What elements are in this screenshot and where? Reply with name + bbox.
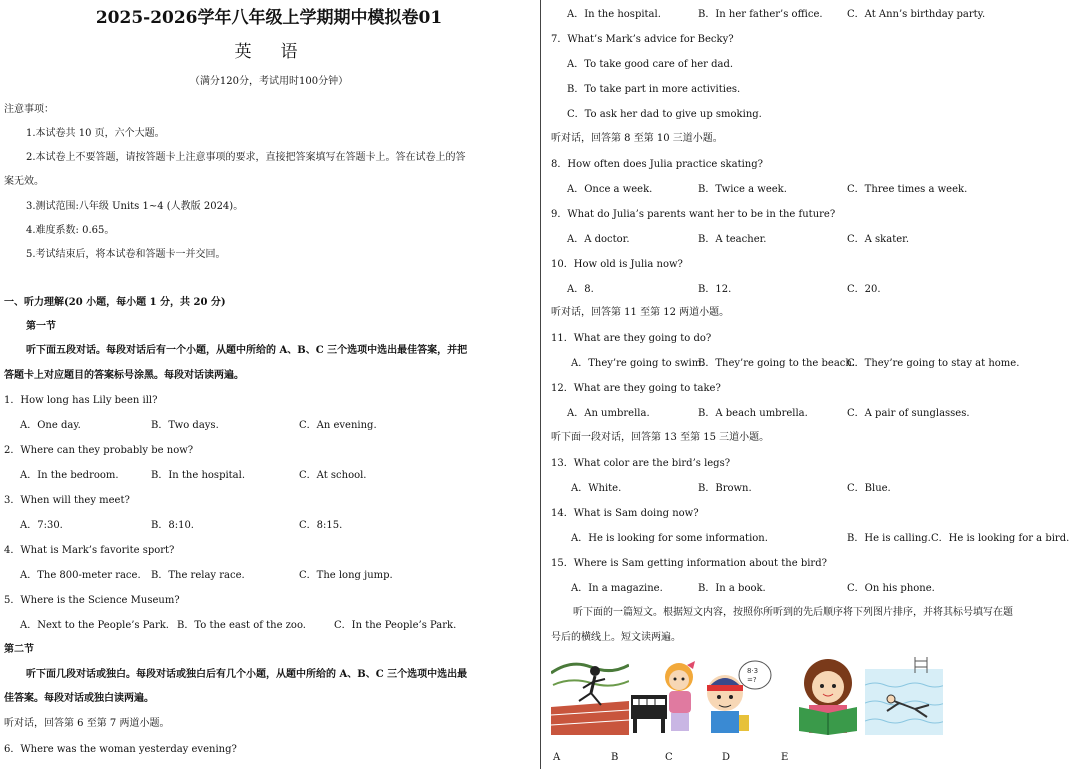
reading-girl-picture bbox=[789, 655, 867, 735]
question-stem: 10．How old is Julia now? bbox=[551, 259, 683, 270]
question-stem: 7．What’s Mark’s advice for Becky? bbox=[551, 34, 734, 45]
option-c: C．They’re going to stay at home. bbox=[847, 358, 1020, 369]
option-a: A．The 800-meter race. bbox=[20, 570, 141, 581]
option-b: B．The relay race. bbox=[151, 570, 245, 581]
option-a: A．One day. bbox=[20, 420, 81, 431]
picture-label: D bbox=[722, 752, 731, 763]
listening-prompt: 听对话，回答第 8 至第 10 三道小题。 bbox=[551, 133, 723, 144]
question-stem: 3．When will they meet? bbox=[4, 495, 130, 506]
option-b: B．Brown. bbox=[698, 483, 752, 494]
option-b: B．8:10. bbox=[151, 520, 194, 531]
option-a: A．A doctor. bbox=[567, 234, 630, 245]
option-a: A．Next to the People’s Park. bbox=[20, 620, 169, 631]
question-stem: 1．How long has Lily been ill? bbox=[4, 395, 158, 406]
option-b: B．He is calling. bbox=[847, 533, 931, 544]
option-b: B．To the east of the zoo. bbox=[177, 620, 306, 631]
svg-text:=?: =? bbox=[747, 676, 757, 684]
question-stem: 8．How often does Julia practice skating? bbox=[551, 159, 763, 170]
question-stem: 14．What is Sam doing now? bbox=[551, 508, 699, 519]
option-c: C．On his phone. bbox=[847, 583, 935, 594]
exam-title: 2025-2026学年八年级上学期期中模拟卷01 bbox=[95, 8, 443, 28]
swimmer-picture bbox=[865, 655, 943, 735]
listening-prompt: 听下面一段对话，回答第 13 至第 15 三道小题。 bbox=[551, 432, 770, 443]
picture-label: E bbox=[781, 752, 789, 763]
option-c: C．A pair of sunglasses. bbox=[847, 408, 970, 419]
passage-instruction: 听下面的一篇短文。根据短文内容，按照你所听到的先后顺序将下列图片排序，并将其标号填写在题 bbox=[573, 607, 1013, 618]
instruction-item: 5.考试结束后，将本试卷和答题卡一并交回。 bbox=[26, 249, 226, 260]
option-a: A．7:30. bbox=[20, 520, 63, 531]
option-a: A．8. bbox=[567, 284, 594, 295]
instructions-heading: 注意事项： bbox=[4, 104, 54, 115]
option-b: B．In her father’s office. bbox=[698, 9, 823, 20]
question-stem: 13．What color are the bird’s legs? bbox=[551, 458, 731, 469]
option-b: B．In a book. bbox=[698, 583, 766, 594]
instruction-item: 3.测试范围:八年级 Units 1~4 (人教版 2024)。 bbox=[26, 201, 244, 212]
question-stem: 15．Where is Sam getting information about the bird? bbox=[551, 558, 827, 569]
part-instruction: 听下面几段对话或独白。每段对话或独白后有几个小题，从题中所给的 A、B、C 三个选项中选出最 bbox=[26, 669, 468, 680]
option-b: B．A beach umbrella. bbox=[698, 408, 808, 419]
question-stem: 9．What do Julia’s parents want her to be in the future? bbox=[551, 209, 836, 220]
exam-note: （满分120分，考试用时100分钟） bbox=[189, 76, 349, 87]
option-a: A．Once a week. bbox=[567, 184, 653, 195]
option-c: C．To ask her dad to give up smoking. bbox=[567, 109, 762, 120]
option-c: C．At Ann’s birthday party. bbox=[847, 9, 986, 20]
piano-girl-picture bbox=[629, 655, 707, 735]
svg-text:8·3: 8·3 bbox=[747, 667, 759, 675]
question-stem: 6．Where was the woman yesterday evening? bbox=[4, 744, 237, 755]
thinking-boy-picture bbox=[697, 655, 775, 735]
section-heading: 一、听力理解(20 小题，每小题 1 分，共 20 分) bbox=[4, 297, 226, 308]
option-a: A．They’re going to swim. bbox=[571, 358, 705, 369]
question-stem: 4．What is Mark’s favorite sport? bbox=[4, 545, 175, 556]
question-stem: 12．What are they going to take? bbox=[551, 383, 721, 394]
option-c: C．Blue. bbox=[847, 483, 891, 494]
option-c: C．In the People’s Park. bbox=[334, 620, 457, 631]
option-a: A．In the hospital. bbox=[567, 9, 661, 20]
right-column bbox=[545, 0, 1073, 769]
part-instruction: 听下面五段对话。每段对话后有一个小题，从题中所给的 A、B、C 三个选项中选出最佳答案，并把 bbox=[26, 345, 468, 356]
option-c: C．He is looking for a bird. bbox=[931, 533, 1070, 544]
option-c: C．20. bbox=[847, 284, 881, 295]
option-b: B．They’re going to the beach. bbox=[698, 358, 855, 369]
part-title: 第一节 bbox=[26, 321, 56, 332]
option-b: B．Twice a week. bbox=[698, 184, 787, 195]
instruction-item: 2.本试卷上不要答题，请按答题卡上注意事项的要求，直接把答案填写在答题卡上。答在试卷上的答 bbox=[26, 152, 466, 163]
option-c: C．An evening. bbox=[299, 420, 377, 431]
instruction-item: 1.本试卷共 10 页，六个大题。 bbox=[26, 128, 165, 139]
option-b: B．To take part in more activities. bbox=[567, 84, 741, 95]
listening-prompt: 听对话，回答第 11 至第 12 两道小题。 bbox=[551, 307, 730, 318]
option-b: B．In the hospital. bbox=[151, 470, 246, 481]
option-c: C．8:15. bbox=[299, 520, 343, 531]
option-a: A．An umbrella. bbox=[567, 408, 650, 419]
instruction-item: 案无效。 bbox=[4, 176, 44, 187]
question-stem: 5．Where is the Science Museum? bbox=[4, 595, 180, 606]
picture-label: A bbox=[553, 752, 561, 763]
listening-prompt: 听对话，回答第 6 至第 7 两道小题。 bbox=[4, 718, 170, 729]
question-stem: 11．What are they going to do? bbox=[551, 333, 712, 344]
option-a: A．In a magazine. bbox=[571, 583, 663, 594]
column-divider bbox=[540, 0, 541, 769]
option-c: C．Three times a week. bbox=[847, 184, 968, 195]
question-stem: 2．Where can they probably be now? bbox=[4, 445, 194, 456]
picture-label: B bbox=[611, 752, 619, 763]
option-b: B．A teacher. bbox=[698, 234, 767, 245]
passage-instruction: 号后的横线上。短文读两遍。 bbox=[551, 632, 681, 643]
exam-subject: 英 语 bbox=[234, 42, 304, 62]
picture-label: C bbox=[665, 752, 673, 763]
instruction-item: 4.难度系数: 0.65。 bbox=[26, 225, 115, 236]
option-c: C．A skater. bbox=[847, 234, 910, 245]
option-a: A．White. bbox=[571, 483, 622, 494]
option-a: A．He is looking for some information. bbox=[571, 533, 768, 544]
option-b: B．12. bbox=[698, 284, 732, 295]
runner-picture bbox=[551, 655, 629, 735]
option-a: A．In the bedroom. bbox=[20, 470, 119, 481]
part-title: 第二节 bbox=[4, 644, 34, 655]
option-c: C．At school. bbox=[299, 470, 367, 481]
option-a: A．To take good care of her dad. bbox=[567, 59, 734, 70]
option-b: B．Two days. bbox=[151, 420, 219, 431]
part-instruction: 答题卡上对应题目的答案标号涂黑。每段对话读两遍。 bbox=[4, 370, 244, 381]
option-c: C．The long jump. bbox=[299, 570, 393, 581]
part-instruction: 佳答案。每段对话或独白读两遍。 bbox=[4, 693, 154, 704]
